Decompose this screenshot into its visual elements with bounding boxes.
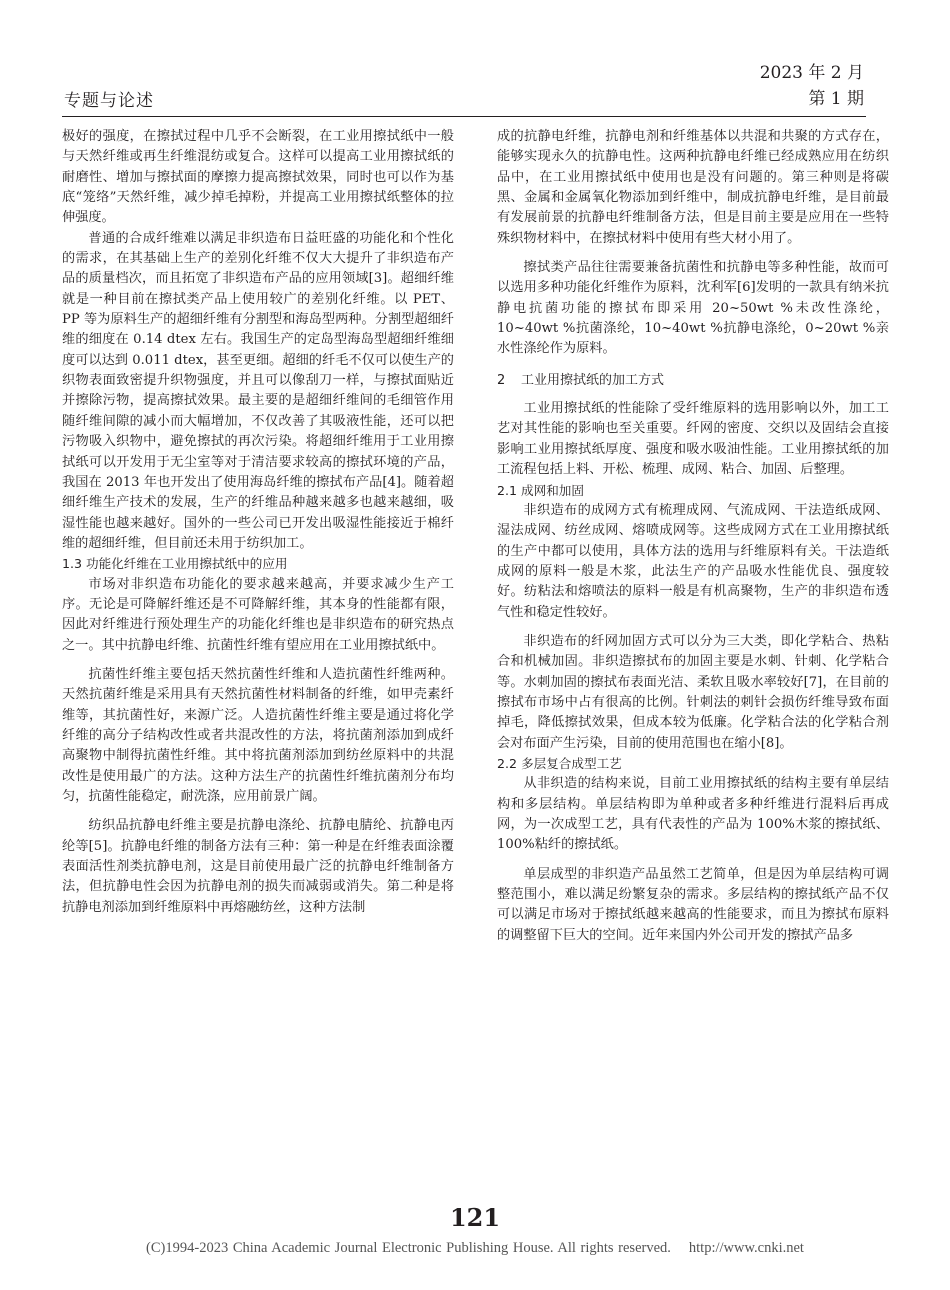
- paragraph: 非织造布的纤网加固方式可以分为三大类，即化学粘合、热粘合和机械加固。非织造擦拭布的加固主要是水刺、针刺、化学粘合等。水刺加固的擦拭布表面光洁、柔软且吸水率较好[7]，在目前的擦拭布市场中占有很高的比例。针刺法的刺针会损伤纤维导致布面掉毛，降低擦拭效果，但成本较为低廉。化学粘合法的化学粘合剂会对布面产生污染，目前的使用范围也在缩小[8]。: [497, 633, 889, 751]
- section-heading-2-1: [497, 481, 889, 501]
- copyright-footer: [0, 1240, 950, 1257]
- paragraph: 市场对非织造布功能化的要求越来越高，并要求减少生产工序。无论是可降解纤维还是不可降解纤维，其本身的性能都有限，因此对纤维进行预处理生产的功能化纤维也是非织造布的研究热点之一。其中抗静电纤维、抗菌性纤维有望应用在工业用擦拭纸中。: [62, 576, 454, 653]
- section-number: 2: [497, 372, 506, 388]
- section-title: 专题与论述: [64, 91, 154, 111]
- footer-link[interactable]: http://www.cnki.net: [688, 1240, 804, 1256]
- section-number: 2.1: [497, 482, 518, 498]
- paragraph: 工业用擦拭纸的性能除了受纤维原料的选用影响以外，加工工艺对其性能的影响也至关重要。纤网的密度、交织以及固结会直接影响工业用擦拭纸厚度、强度和吸水吸油性能。工业用擦拭纸的加工流程包括上料、开松、梳理、成网、粘合、加固、后整理。: [497, 401, 889, 478]
- paragraph: 普通的合成纤维难以满足非织造布日益旺盛的功能化和个性化的需求，在其基础上生产的差别化纤维不仅大大提升了非织造布产品的质量档次，而且拓宽了非织造布产品的应用领域[3]。超细纤维就是一种目前在擦拭类产品上使用较广的差别化纤维。以 PET、PP 等为原料生产的超细纤维有分割型和海岛型两种。分割型超细纤维的细度在 0.14 dtex 左右。我国生产的定岛型海岛型超细纤维细度可以达到 0.011 dtex，甚至更细。超细的纤毛不仅可以使生产的织物表面致密提升织物强度，并且可以像刮刀一样，与擦拭面贴近并擦除污物，提高擦拭效果。最主要的是超细纤维间的毛细管作用随纤维间隙的减小而大幅增加，不仅改善了其吸液性能，还可以把污物吸入织物中，避免擦拭的再次污染。将超细纤维用于工业用擦拭纸可以开发用于无尘室等对于清洁要求较高的擦拭环境的产品，我国在 2013 年也开发出了使用海岛纤维的擦拭布产品[4]。随着超细纤维生产技术的发展，生产的纤维品种越来越多也越来越细，吸湿性能也越来越好。国外的一些公司已开发出吸湿性能接近于棉纤维的超细纤维，但目前还未用于纺织加工。: [62, 230, 454, 551]
- paragraph: 非织造布的成网方式有梳理成网、气流成网、干法造纸成网、湿法成网、纺丝成网、熔喷成网等。这些成网方式在工业用擦拭纸的生产中都可以使用，具体方法的选用与纤维原料有关。干法造纸成网的原料一般是木浆，此法生产的产品吸水性能优良、强度较好。纺粘法和熔喷法的原料一般是有机高聚物，生产的非织造布透气性和稳定性较好。: [497, 502, 889, 620]
- paragraph: 从非织造的结构来说，目前工业用擦拭纸的结构主要有单层结构和多层结构。单层结构即为单种或者多种纤维进行混料后再成网，为一次成型工艺，具有代表性的产品为 100%木浆的擦拭纸、100%粘纤的擦拭纸。: [497, 776, 889, 853]
- copyright-text: (C)1994-2023 China Academic Journal Electronic Publishing House. All rights reserved.: [146, 1240, 671, 1256]
- section-number: 2.2: [497, 755, 518, 771]
- left-column: [62, 127, 454, 918]
- paragraph: 单层成型的非织造产品虽然工艺简单，但是因为单层结构可调整范围小，难以满足纷繁复杂的需求。多层结构的擦拭纸产品不仅可以满足市场对于擦拭纸越来越高的性能要求，而且为擦拭布原料的调整留下巨大的空间。近年来国内外公司开发的擦拭产品多: [497, 866, 889, 943]
- issue-info: [760, 60, 864, 112]
- section-title-text: 工业用擦拭纸的加工方式: [521, 372, 665, 388]
- section-number: 1.3: [62, 556, 83, 572]
- section-title-text: 多层复合成型工艺: [521, 755, 622, 771]
- paragraph: 纺织品抗静电纤维主要是抗静电涤纶、抗静电腈纶、抗静电丙纶等[5]。抗静电纤维的制备方法有三种：第一种是在纤维表面涂覆表面活性剂类抗静电剂，这是目前使用最广泛的抗静电纤维制备方法，但抗静电性会因为抗静电剂的损失而减弱或消失。第二种是将抗静电剂添加到纤维原料中再熔融纺丝，这种方法制: [62, 818, 454, 915]
- section-title-text: 成网和加固: [521, 482, 584, 498]
- paragraph: 擦拭类产品往往需要兼备抗菌性和抗静电等多种性能，故而可以选用多种功能化纤维作为原料，沈利军[6]发明的一款具有纳米抗静电抗菌功能的擦拭布即采用 20~50wt %未改性涤纶，10~40wt %抗菌涤纶，10~40wt %抗静电涤纶，0~20wt %亲水性涤纶作为原料。: [497, 260, 889, 357]
- issue-date: 2023 年 2 月: [759, 63, 864, 83]
- issue-number: 第 1 期: [808, 89, 864, 109]
- paragraph: 成的抗静电纤维，抗静电剂和纤维基体以共混和共聚的方式存在，能够实现永久的抗静电性。这两种抗静电纤维已经成熟应用在纺织品中，在工业用擦拭纸中使用也是没有问题的。第三种则是将碳黑、金属和金属氧化物添加到纤维中，制成抗静电纤维，是目前最有发展前景的抗静电纤维制备方法，但是目前主要是应用在一些特殊织物材料中，在擦拭材料中使用有些大材小用了。: [497, 129, 889, 246]
- section-heading-1-3: [62, 554, 454, 574]
- section-heading-2: [497, 371, 889, 391]
- header-divider: [62, 116, 866, 117]
- right-column: [497, 127, 889, 946]
- paragraph: 极好的强度，在擦拭过程中几乎不会断裂，在工业用擦拭纸中一般与天然纤维或再生纤维混纺或复合。这样可以提高工业用擦拭纸的耐磨性、增加与擦拭面的摩擦力提高擦拭效果，同时也可以作为基底“笼络”天然纤维，减少掉毛掉粉，并提高工业用擦拭纸整体的拉伸强度。: [62, 129, 454, 226]
- paragraph: 抗菌性纤维主要包括天然抗菌性纤维和人造抗菌性纤维两种。天然抗菌纤维是采用具有天然抗菌性材料制备的纤维，如甲壳素纤维等，其抗菌性好，来源广泛。人造抗菌性纤维主要是通过将化学纤维的高分子结构改性或者共混改性的方法，将抗菌剂添加到成纤高聚物中制得抗菌性纤维。其中将抗菌剂添加到纺丝原料中的共混改性是使用最广的方法。这种方法生产的抗菌性纤维抗菌剂分布均匀，抗菌性能稳定，耐洗涤，应用前景广阔。: [62, 666, 454, 804]
- page-number: 121: [449, 1203, 501, 1232]
- section-heading-2-2: [497, 754, 889, 774]
- section-title-text: 功能化纤维在工业用擦拭纸中的应用: [86, 556, 288, 572]
